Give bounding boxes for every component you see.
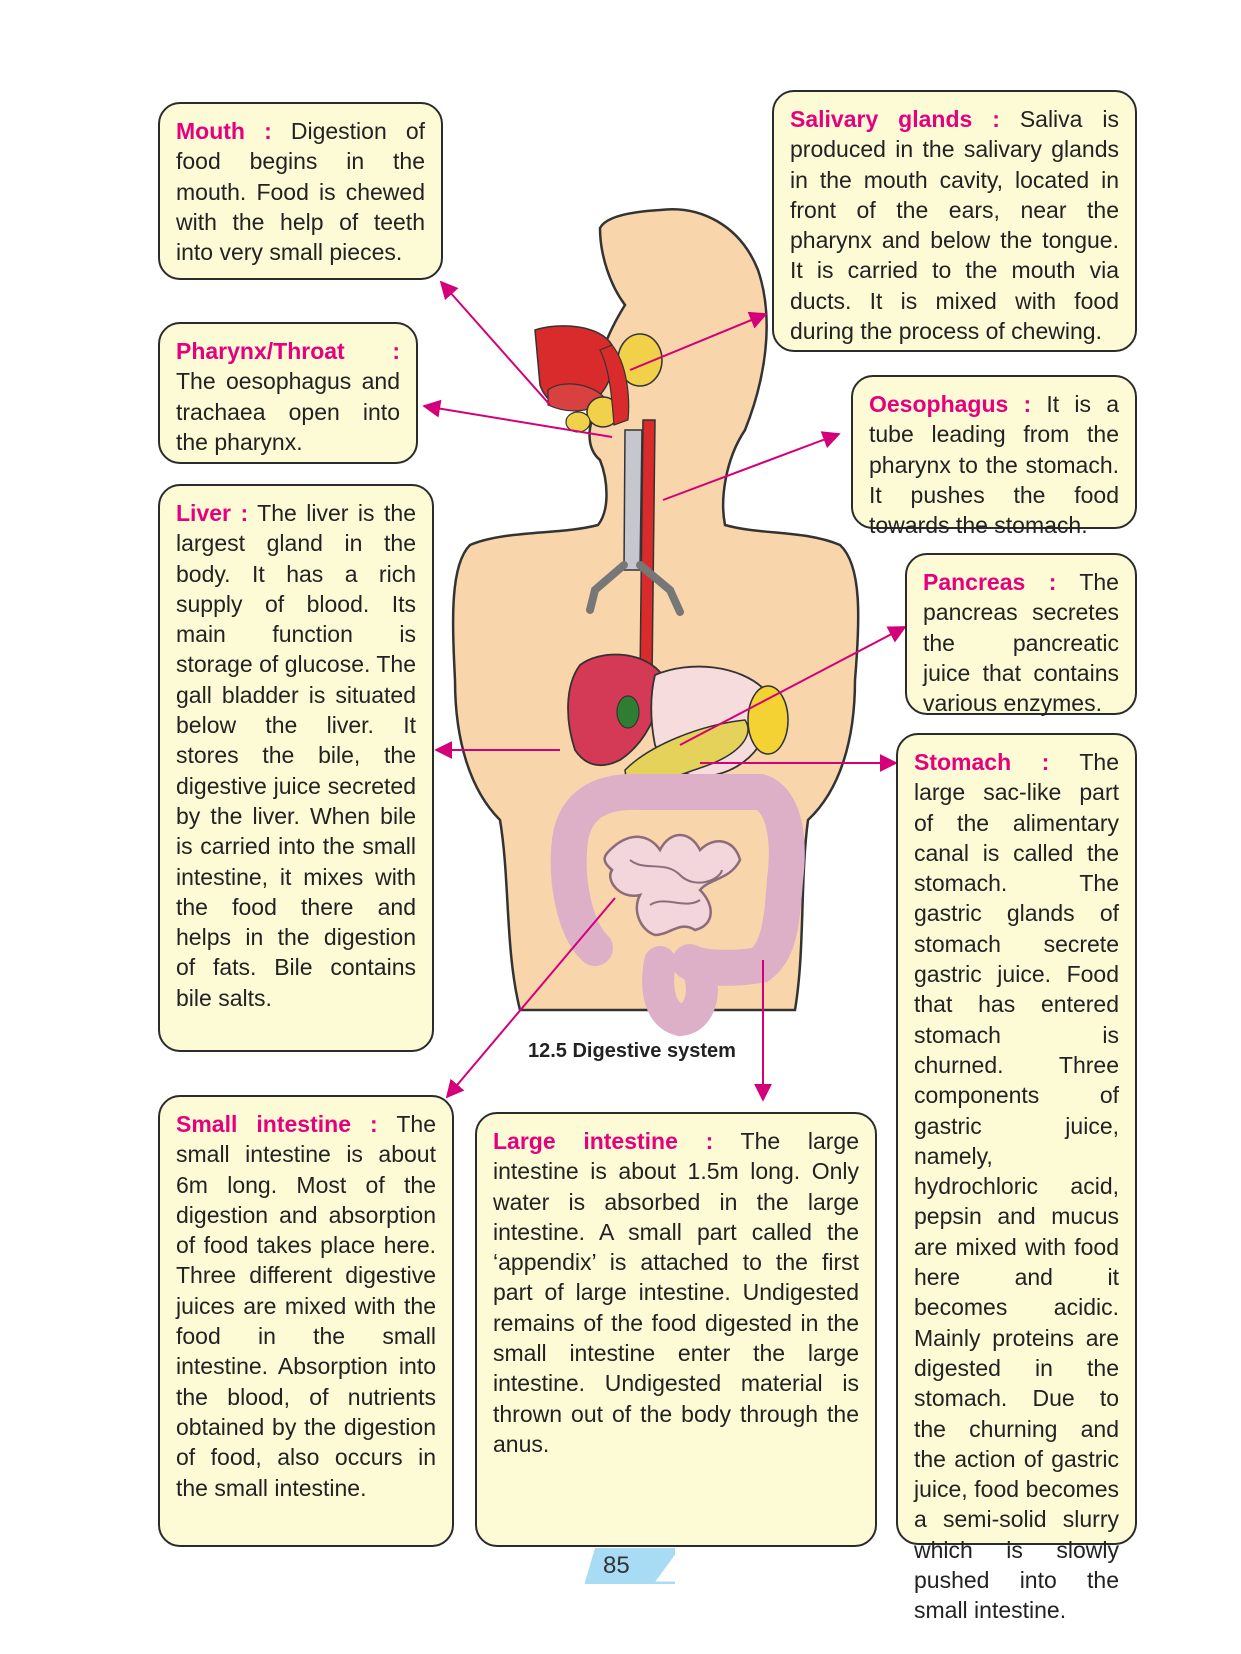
- page-number-badge: [585, 1548, 675, 1584]
- salivary-title: Salivary glands :: [790, 106, 1000, 132]
- oesophagus-title: Oesophagus :: [869, 391, 1032, 417]
- small-intestine-label-box: [158, 1095, 454, 1547]
- small-intestine-text: The small intestine is about 6m long. Most of the digestion and absorption of food takes place here. Three different digestive juices are mixed with the food in the small intestine. Absorption into the blood, of nutrients obtained by the digestion of food, also occurs in the small intestine.: [176, 1111, 437, 1501]
- oesophagus-text: It is a tube leading from the pharynx to the stomach. It pushes the food towards the stomach.: [869, 391, 1120, 539]
- large-intestine-text: The large intestine is about 1.5m long. Only water is absorbed in the large intestine. A small part called the ‘appendix’ is attached to the first part of large intestine. Undigested remains of the food digested in the small intestine enter the large intestine. Undigested material is thrown out of the body through the anus.: [493, 1128, 859, 1457]
- oesophagus-label-box: [851, 375, 1137, 539]
- figure-caption: 12.5 Digestive system: [528, 1040, 736, 1062]
- pharynx-title: Pharynx/Throat :: [176, 338, 400, 364]
- arrow-mouth: [441, 282, 550, 405]
- stomach-title: Stomach :: [914, 749, 1050, 775]
- liver-label-box: [158, 484, 434, 1052]
- mouth-text: Digestion of food begins in the mouth. Food is chewed with the help of teeth into very small pieces.: [176, 118, 426, 266]
- small-intestine-title: Small intestine :: [176, 1111, 378, 1137]
- salivary-text: Saliva is produced in the salivary glands in the mouth cavity, located in front of the ears, near the pharynx and below the tongue. It is carried to the mouth via ducts. It is mixed with food during the process of chewing.: [790, 106, 1119, 345]
- salivary-label-box: [772, 90, 1137, 352]
- mouth-label-box: [158, 102, 443, 280]
- pancreas-text: The pancreas secretes the pancreatic juice that contains various enzymes.: [923, 569, 1119, 717]
- page-number-tab: [585, 1548, 675, 1584]
- large-intestine-title: Large intestine :: [493, 1128, 714, 1154]
- pharynx-label-box: [158, 322, 418, 464]
- mouth-title: Mouth :: [176, 118, 272, 144]
- page-number: 85: [603, 1552, 630, 1579]
- large-intestine-label-box: [475, 1112, 877, 1547]
- liver-title: Liver :: [176, 500, 249, 526]
- stomach-text: The large sac-like part of the alimentary canal is called the stomach. The gastric glands of stomach secrete gastric juice. Food that has entered stomach is churned. Three components of gastric juice, namely, hydrochloric acid, pepsin and mucus are mixed with food here and it becomes acidic. Mainly proteins are digested in the stomach. Due to the churning and the action of gastric juice, food becomes a semi-solid slurry which is slowly pushed into the small intestine.: [914, 749, 1119, 1624]
- pancreas-label-box: [905, 553, 1137, 715]
- pancreas-title: Pancreas :: [923, 569, 1057, 595]
- pharynx-text: The oesophagus and trachaea open into the pharynx.: [176, 368, 400, 455]
- liver-text: The liver is the largest gland in the body. It has a rich supply of blood. Its main function is storage of glucose. The gall bladder is situated below the liver. It stores the bile, the digestive juice secreted by the liver. When bile is carried into the small intestine, it mixes with the food there and helps in the digestion of fats. Bile contains bile salts.: [176, 500, 416, 1011]
- stomach-label-box: [896, 733, 1137, 1624]
